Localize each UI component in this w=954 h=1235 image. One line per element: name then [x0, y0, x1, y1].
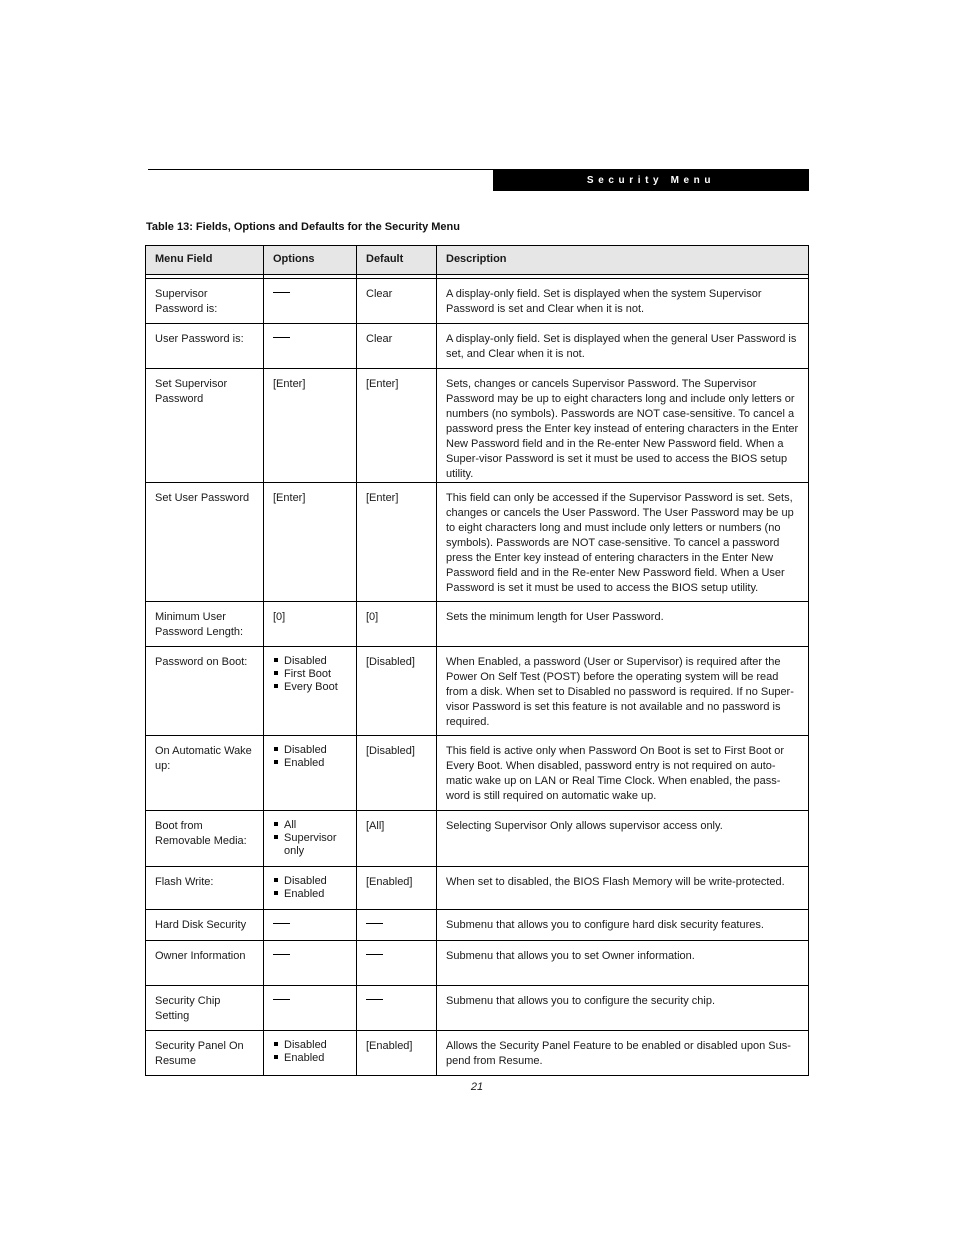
description-cell: This field is active only when Password On Boot is set to First Boot or Every Boot. When disabled, password entry is not required on auto-matic wake up on LAN or Real Time Clock. When enabled, the pass-word is still required on automatic wake up. [437, 736, 809, 811]
table-row [146, 867, 809, 910]
description-cell: Sets, changes or cancels Supervisor Password. The Supervisor Password may be up to eight characters long and include only letters or numbers (no symbols). Passwords are NOT case-sensitive. To cancel a password press the Enter key instead of entering characters in the Enter New Password field and in the Re-enter New Password field. When a Super-visor Password is set it must be used to access the BIOS setup utility. [437, 369, 809, 483]
options-list [273, 655, 348, 694]
option-item: Enabled [273, 888, 348, 901]
default-cell: Clear [357, 324, 437, 369]
options-list [273, 1039, 348, 1065]
table-body [146, 279, 809, 1076]
table-row [146, 1031, 809, 1076]
menu-field-cell: Minimum User Password Length: [146, 602, 264, 647]
options-cell: [Enter] [264, 483, 357, 602]
menu-field-cell: User Password is: [146, 324, 264, 369]
options-cell [264, 647, 357, 736]
description-cell: When set to disabled, the BIOS Flash Memory will be write-protected. [437, 867, 809, 910]
table-row [146, 647, 809, 736]
default-cell [357, 910, 437, 941]
default-cell: [Disabled] [357, 647, 437, 736]
description-cell: Selecting Supervisor Only allows supervisor access only. [437, 811, 809, 867]
column-header-description: Description [437, 246, 809, 275]
table-caption: Table 13: Fields, Options and Defaults for the Security Menu [146, 221, 460, 233]
option-item: Enabled [273, 757, 348, 770]
options-cell [264, 910, 357, 941]
default-cell: [Enter] [357, 483, 437, 602]
options-cell [264, 324, 357, 369]
menu-field-cell: Boot from Removable Media: [146, 811, 264, 867]
table-row [146, 736, 809, 811]
menu-field-cell: Hard Disk Security [146, 910, 264, 941]
options-cell [264, 941, 357, 986]
em-dash-mark [366, 954, 383, 955]
menu-field-cell: On Automatic Wake up: [146, 736, 264, 811]
default-cell [357, 941, 437, 986]
description-cell: A display-only field. Set is displayed when the system Supervisor Password is set and Clear when it is not. [437, 279, 809, 324]
em-dash-mark [273, 923, 290, 924]
menu-field-cell: Set Supervisor Password [146, 369, 264, 483]
menu-field-cell: Supervisor Password is: [146, 279, 264, 324]
table-row [146, 986, 809, 1031]
options-list [273, 819, 348, 858]
options-cell [264, 986, 357, 1031]
table-header-row [146, 246, 809, 275]
options-cell [264, 811, 357, 867]
em-dash-mark [366, 923, 383, 924]
option-item: Enabled [273, 1052, 348, 1065]
option-item: First Boot [273, 668, 348, 681]
column-header-options: Options [264, 246, 357, 275]
column-header-default: Default [357, 246, 437, 275]
options-list [273, 744, 348, 770]
description-cell: Submenu that allows you to configure hard disk security features. [437, 910, 809, 941]
table-row [146, 602, 809, 647]
description-cell: This field can only be accessed if the Supervisor Password is set. Sets, changes or cancels the User Password. The User Password may be up to eight characters long and must include only letters or numbers (no symbols). Passwords are NOT case-sensitive. To cancel a password press the Enter key instead of entering characters in the Enter New Password field and in the Re-enter New Password field. When a User Password is set it must be used to access the BIOS setup utility. [437, 483, 809, 602]
menu-field-cell: Password on Boot: [146, 647, 264, 736]
default-cell: [Disabled] [357, 736, 437, 811]
default-cell [357, 986, 437, 1031]
menu-field-cell: Owner Information [146, 941, 264, 986]
em-dash-mark [273, 292, 290, 293]
options-cell [264, 867, 357, 910]
option-item: Disabled [273, 744, 348, 757]
options-cell [264, 736, 357, 811]
em-dash-mark [273, 999, 290, 1000]
em-dash-mark [273, 954, 290, 955]
description-cell: Submenu that allows you to configure the security chip. [437, 986, 809, 1031]
option-item: Supervisor only [273, 832, 348, 858]
default-cell: [Enabled] [357, 867, 437, 910]
header-rule [148, 169, 493, 170]
description-cell: Sets the minimum length for User Password. [437, 602, 809, 647]
table-row [146, 910, 809, 941]
default-cell: Clear [357, 279, 437, 324]
page-number: 21 [470, 1081, 484, 1093]
option-item: Every Boot [273, 681, 348, 694]
description-cell: Submenu that allows you to set Owner information. [437, 941, 809, 986]
em-dash-mark [366, 999, 383, 1000]
description-cell: A display-only field. Set is displayed when the general User Password is set, and Clear when it is not. [437, 324, 809, 369]
default-cell: [Enabled] [357, 1031, 437, 1076]
options-cell [264, 1031, 357, 1076]
section-header-bar [493, 169, 809, 191]
table-row [146, 369, 809, 483]
options-list [273, 875, 348, 901]
table-row [146, 324, 809, 369]
em-dash-mark [273, 337, 290, 338]
section-title: Security Menu [586, 174, 716, 186]
table-row [146, 941, 809, 986]
options-cell [264, 279, 357, 324]
default-cell: [Enter] [357, 369, 437, 483]
table-row [146, 811, 809, 867]
menu-field-cell: Flash Write: [146, 867, 264, 910]
option-item: Disabled [273, 655, 348, 668]
column-header-menu-field: Menu Field [146, 246, 264, 275]
default-cell: [All] [357, 811, 437, 867]
option-item: Disabled [273, 875, 348, 888]
options-cell: [Enter] [264, 369, 357, 483]
options-cell: [0] [264, 602, 357, 647]
menu-field-cell: Security Chip Setting [146, 986, 264, 1031]
option-item: All [273, 819, 348, 832]
table-row [146, 279, 809, 324]
description-cell: Allows the Security Panel Feature to be enabled or disabled upon Sus-pend from Resume. [437, 1031, 809, 1076]
option-item: Disabled [273, 1039, 348, 1052]
default-cell: [0] [357, 602, 437, 647]
table-row [146, 483, 809, 602]
security-menu-table [145, 245, 809, 1076]
menu-field-cell: Security Panel On Resume [146, 1031, 264, 1076]
description-cell: When Enabled, a password (User or Supervisor) is required after the Power On Self Test (POST) before the operating system will be read from a disk. When set to Disabled no password is required. If no Super-visor Password is set this feature is not available and no password is required. [437, 647, 809, 736]
menu-field-cell: Set User Password [146, 483, 264, 602]
